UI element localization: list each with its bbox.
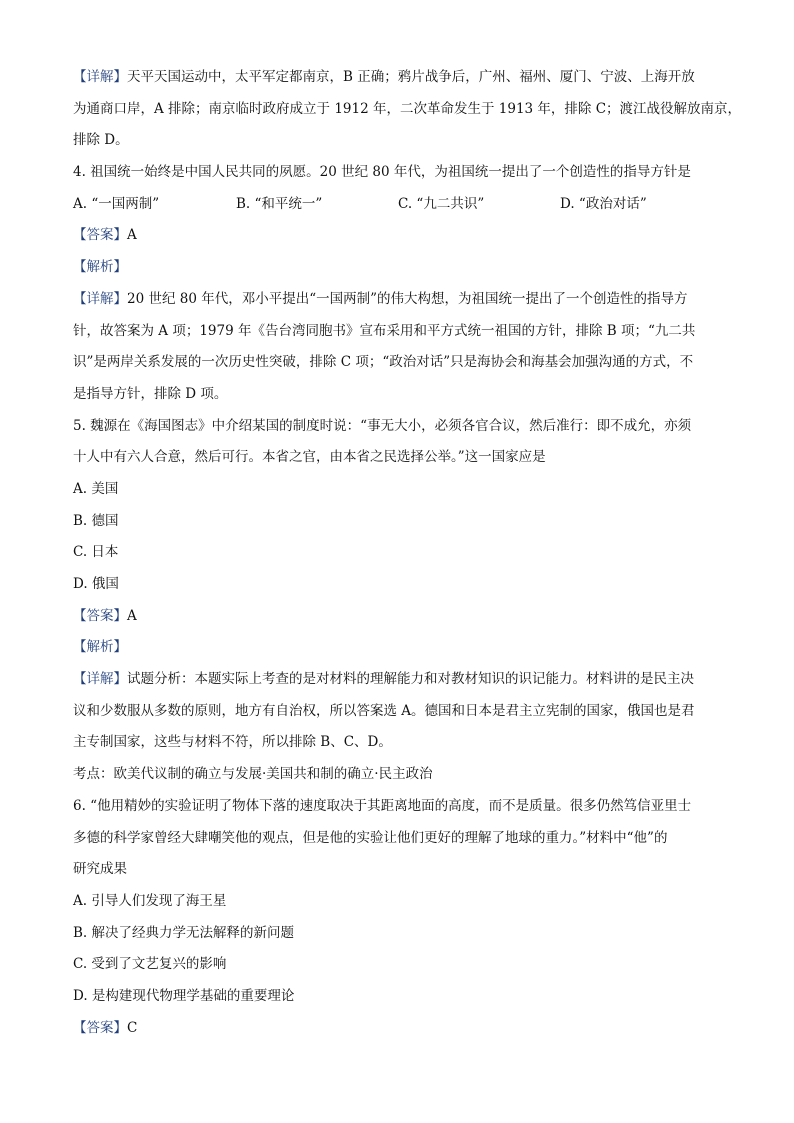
- q3-detail-line-1: [73, 62, 733, 94]
- q6-option-d: D. 是构建现代物理学基础的重要理论: [73, 987, 295, 1004]
- q6-option-c: C. 受到了文艺复兴的影响: [73, 956, 227, 973]
- q6-answer-tag: 【答案】: [73, 1019, 127, 1036]
- q5-option-a: A. 美国: [73, 480, 119, 497]
- q4-answer: [73, 220, 733, 252]
- q5-kaodian: 考点：欧美代议制的确立与发展·美国共和制的确立·民主政治: [73, 766, 433, 783]
- q4-stem: 4. 祖国统一始终是中国人民共同的夙愿。20 世纪 80 年代，为祖国统一提出了一个创造性的指导方针是: [73, 164, 691, 181]
- q4-analysis: [73, 252, 733, 284]
- q5-answer-value: A: [127, 607, 137, 624]
- q6-stem-line-1: 6. “他用精妙的实验证明了物体下落的速度取决于其距离地面的高度，而不是质量。很多仍然笃信亚里士: [73, 797, 692, 814]
- q5-answer: [73, 601, 733, 633]
- q5-detail-tag: 【详解】: [73, 671, 127, 688]
- q5-detail-line-2: 议和少数服从多数的原则，地方有自治权，所以答案选 A。德国和日本是君主立宪制的国家，俄国也是君: [73, 702, 695, 719]
- q5-detail-line-3: 主专制国家，这些与材料不符，所以排除 B、C、D。: [73, 734, 392, 751]
- q5-option-d: D. 俄国: [73, 576, 119, 592]
- q5-option-b: B. 德国: [73, 512, 119, 529]
- q3-detail-line-3: 排除 D。: [73, 132, 129, 149]
- q5-analysis: [73, 632, 733, 664]
- q3-detail-text-1: 天平天国运动中，太平军定都南京，B 正确；鸦片战争后，广州、福州、厦门、宁波、上海开放: [127, 69, 695, 85]
- q6-stem-line-2: 多德的科学家曾经大肆嘲笑他的观点，但是他的实验让他们更好的理解了地球的重力。”材料中“他”的: [73, 829, 668, 846]
- q4-option-c: C. “九二共识”: [398, 195, 485, 212]
- q5-option-c: C. 日本: [73, 544, 119, 561]
- q6-option-a: A. 引导人们发现了海王星: [73, 892, 227, 909]
- q4-option-b: B. “和平统一”: [236, 195, 323, 212]
- q5-detail-line-1: [73, 664, 733, 696]
- q4-detail-text-1: 20 世纪 80 年代，邓小平提出“一国两制”的伟大构想，为祖国统一提出了一个创造性的指导方: [127, 290, 688, 307]
- q4-detail-line-1: [73, 284, 733, 316]
- q5-stem-line-1: 5. 魏源在《海国图志》中介绍某国的制度时说：“事无大小，必须各官合议，然后准行：即不成允，亦须: [73, 417, 692, 434]
- q6-answer: [73, 1013, 733, 1045]
- document-page: [73, 62, 742, 1044]
- q4-detail-tag: 【详解】: [73, 290, 127, 307]
- q4-option-a: A. “一国两制”: [73, 195, 160, 212]
- q5-answer-tag: 【答案】: [73, 607, 127, 624]
- q3-detail-tag: 【详解】: [73, 69, 127, 85]
- q5-analysis-tag: 【解析】: [73, 639, 127, 656]
- q4-detail-line-4: 是指导方针，排除 D 项。: [73, 385, 228, 402]
- q6-stem-line-3: 研究成果: [73, 861, 127, 878]
- q4-detail-line-2: 针，故答案为 A 项；1979 年《告台湾同胞书》宣布采用和平方式统一祖国的方针，排除 B 项；“九二共: [73, 322, 696, 339]
- q3-detail-line-2: 为通商口岸，A 排除；南京临时政府成立于 1912 年，二次革命发生于 1913 年，排除 C；渡江战役解放南京，: [73, 100, 742, 117]
- q4-options: [73, 189, 733, 221]
- q4-detail-line-3: 识”是两岸关系发展的一次历史性突破，排除 C 项；“政治对话”只是海协会和海基会加强沟通的方式，不: [73, 354, 694, 371]
- q4-analysis-tag: 【解析】: [73, 259, 127, 276]
- q4-option-d: D. “政治对话”: [560, 195, 647, 212]
- q5-detail-text-1: 试题分析：本题实际上考查的是对材料的理解能力和对教材知识的识记能力。材料讲的是民主决: [127, 671, 694, 688]
- q6-answer-value: C: [127, 1019, 138, 1036]
- q6-option-b: B. 解决了经典力学无法解释的新问题: [73, 924, 295, 941]
- q5-stem-line-2: 十人中有六人合意，然后可行。本省之官，由本省之民选择公举。”这一国家应是: [73, 449, 546, 466]
- q4-answer-value: A: [127, 227, 137, 244]
- q4-answer-tag: 【答案】: [73, 227, 127, 244]
